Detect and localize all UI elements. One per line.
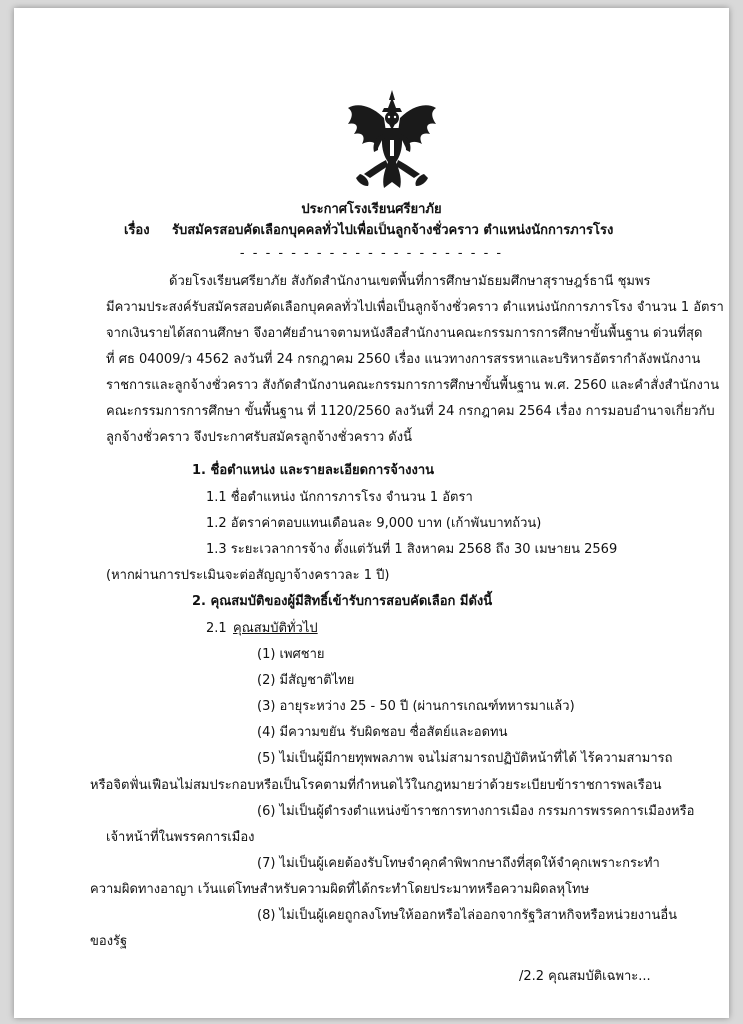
title-divider: - - - - - - - - - - - - - - - - - - - - - [239, 246, 504, 261]
qualification-8-continued: ของรัฐ [90, 934, 128, 949]
section-2-1-number: 2.1 [206, 621, 227, 636]
section-1-heading: 1. ชื่อตำแหน่ง และรายละเอียดการจ้างงาน [192, 463, 435, 478]
qualification-1: (1) เพศชาย [257, 647, 325, 662]
intro-line-1: ด้วยโรงเรียนศรียาภัย สังกัดสำนักงานเขตพื้นที่การศึกษามัธยมศึกษาสุราษฎร์ธานี ชุมพร [169, 274, 651, 289]
section-1-item-1: 1.1 ชื่อตำแหน่ง นักการภารโรง จำนวน 1 อัตรา [206, 490, 473, 505]
qualification-2: (2) มีสัญชาติไทย [257, 673, 355, 688]
qualification-3: (3) อายุระหว่าง 25 - 50 ปี (ผ่านการเกณฑ์ทหารมาแล้ว) [257, 699, 575, 714]
section-1-item-2: 1.2 อัตราค่าตอบแทนเดือนละ 9,000 บาท (เก้าพันบาทถ้วน) [206, 516, 542, 531]
qualification-5-continued: หรือจิตฟั่นเฟือนไม่สมประกอบหรือเป็นโรคตามที่กำหนดไว้ในกฎหมายว่าด้วยระเบียบข้าราชการพลเรือน [90, 778, 662, 793]
subject-text: รับสมัครสอบคัดเลือกบุคคลทั่วไปเพื่อเป็นลูกจ้างชั่วคราว ตำแหน่งนักการภารโรง [172, 223, 614, 238]
document-page [14, 8, 729, 1018]
section-1-note: (หากผ่านการประเมินจะต่อสัญญาจ้างคราวละ 1 ปี) [106, 568, 390, 583]
intro-line-3: จากเงินรายได้สถานศึกษา จึงอาศัยอำนาจตามหนังสือสำนักงานคณะกรรมการการศึกษาขั้นพื้นฐาน ด่วนที่สุด [106, 326, 703, 341]
qualification-5: (5) ไม่เป็นผู้มีกายทุพพลภาพ จนไม่สามารถปฏิบัติหน้าที่ได้ ไร้ความสามารถ [257, 751, 673, 766]
qualification-7-continued: ความผิดทางอาญา เว้นแต่โทษสำหรับความผิดที่ได้กระทำโดยประมาทหรือความผิดลหุโทษ [90, 882, 590, 897]
intro-line-7: ลูกจ้างชั่วคราว จึงประกาศรับสมัครลูกจ้างชั่วคราว ดังนี้ [106, 430, 412, 445]
section-2-1-heading: คุณสมบัติทั่วไป [233, 621, 318, 636]
intro-line-5: ราชการและลูกจ้างชั่วคราว สังกัดสำนักงานคณะกรรมการการศึกษาขั้นพื้นฐาน พ.ศ. 2560 และคำสั่งสำนักงาน [106, 378, 720, 393]
intro-line-4: ที่ ศธ 04009/ว 4562 ลงวันที่ 24 กรกฎาคม 2560 เรื่อง แนวทางการสรรหาและบริหารอัตรากำลังพนักงาน [106, 352, 701, 367]
announcement-title: ประกาศโรงเรียนศรียาภัย [301, 202, 442, 217]
section-2-heading: 2. คุณสมบัติของผู้มีสิทธิ์เข้ารับการสอบคัดเลือก มีดังนี้ [192, 594, 493, 609]
subject-label: เรื่อง [124, 223, 150, 238]
section-1-item-3: 1.3 ระยะเวลาการจ้าง ตั้งแต่วันที่ 1 สิงหาคม 2568 ถึง 30 เมษายน 2569 [206, 542, 618, 557]
qualification-6-continued: เจ้าหน้าที่ในพรรคการเมือง [106, 830, 255, 845]
qualification-4: (4) มีความขยัน รับผิดชอบ ซื่อสัตย์และอดทน [257, 725, 508, 740]
qualification-8: (8) ไม่เป็นผู้เคยถูกลงโทษให้ออกหรือไล่ออกจากรัฐวิสาหกิจหรือหน่วยงานอื่น [257, 908, 678, 923]
intro-line-2: มีความประสงค์รับสมัครสอบคัดเลือกบุคคลทั่วไปเพื่อเป็นลูกจ้างชั่วคราว ตำแหน่งนักการภารโรง จำนวน 1 อัตรา [106, 300, 724, 315]
qualification-7: (7) ไม่เป็นผู้เคยต้องรับโทษจำคุกคำพิพากษาถึงที่สุดให้จำคุกเพราะกระทำ [257, 856, 660, 871]
garuda-emblem-icon [344, 88, 440, 190]
intro-line-6: คณะกรรมการการศึกษา ขั้นพื้นฐาน ที่ 1120/2560 ลงวันที่ 24 กรกฎาคม 2564 เรื่อง การมอบอำนาจเกี่ยวกับ [106, 404, 715, 419]
qualification-6: (6) ไม่เป็นผู้ดำรงตำแหน่งข้าราชการทางการเมือง กรรมการพรรคการเมืองหรือ [257, 804, 695, 819]
continued-marker: /2.2 คุณสมบัติเฉพาะ... [519, 969, 651, 984]
